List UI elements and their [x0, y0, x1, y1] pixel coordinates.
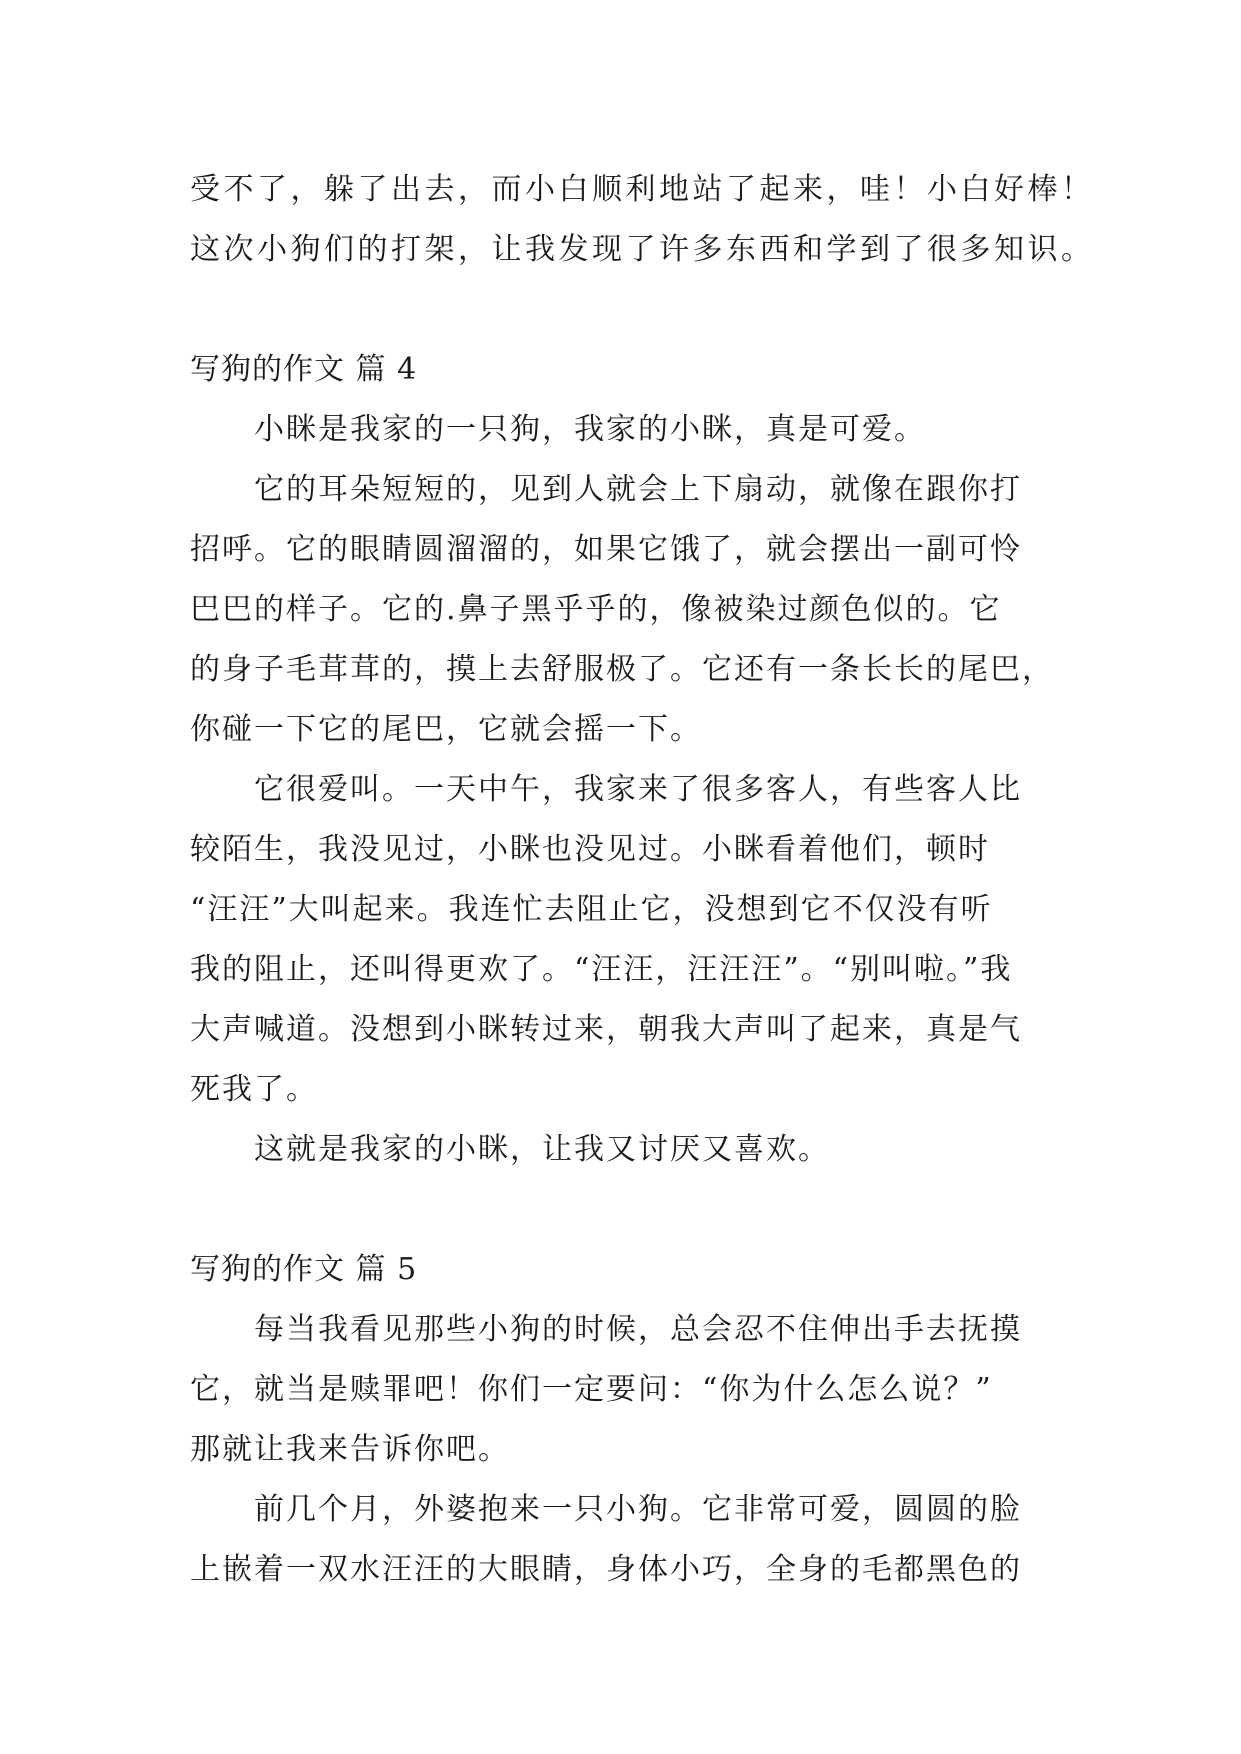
- section-heading: 写狗的作文 篇 5: [190, 1252, 418, 1287]
- paragraph: [190, 460, 1060, 760]
- text-line: 上嵌着一双水汪汪的大眼睛，身体小巧，全身的毛都黑色的: [190, 1552, 1022, 1587]
- text-line: 我的阻止，还叫得更欢了。“汪汪，汪汪汪”。“别叫啦。”我: [190, 952, 1013, 987]
- text-line: 的身子毛茸茸的，摸上去舒服极了。它还有一条长长的尾巴，: [190, 652, 1054, 687]
- text-line: “汪汪”大叫起来。我连忙去阻止它，没想到它不仅没有听: [190, 892, 993, 927]
- text-line: 前几个月，外婆抱来一只小狗。它非常可爱，圆圆的脸: [254, 1492, 1022, 1527]
- intro-paragraph: [190, 160, 1095, 280]
- text-line: 小眯是我家的一只狗，我家的小眯，真是可爱。: [254, 412, 926, 447]
- essay-section-4: [190, 340, 1060, 1180]
- text-line: 它，就当是赎罪吧！你们一定要问：“你为什么怎么说？”: [190, 1372, 993, 1407]
- section-heading: 写狗的作文 篇 4: [190, 352, 418, 387]
- paragraph: [190, 760, 1060, 1120]
- text-line: 这就是我家的小眯，让我又讨厌又喜欢。: [254, 1132, 830, 1167]
- section-gap: [190, 1180, 1060, 1240]
- text-line: 受不了，躲了出去，而小白顺利地站了起来，哇！小白好棒！: [190, 172, 1095, 207]
- text-line: 它很爱叫。一天中午，我家来了很多客人，有些客人比: [254, 772, 1022, 807]
- text-line: 大声喊道。没想到小眯转过来，朝我大声叫了起来，真是气: [190, 1012, 1022, 1047]
- paragraph: [190, 1480, 1060, 1600]
- text-line: 较陌生，我没见过，小眯也没见过。小眯看着他们，顿时: [190, 832, 990, 867]
- text-line: 招呼。它的眼睛圆溜溜的，如果它饿了，就会摆出一副可怜: [190, 532, 1022, 567]
- paragraph: [190, 1300, 1060, 1480]
- paragraph: [190, 400, 1060, 460]
- text-line: 你碰一下它的尾巴，它就会摇一下。: [190, 712, 702, 747]
- document-body: [190, 160, 1095, 1600]
- text-line: 它的耳朵短短的，见到人就会上下扇动，就像在跟你打: [254, 472, 1022, 507]
- text-line: 巴巴的样子。它的.鼻子黑乎乎的，像被染过颜色似的。它: [190, 592, 1002, 627]
- text-line: 每当我看见那些小狗的时候，总会忍不住伸出手去抚摸: [254, 1312, 1022, 1347]
- text-line: 死我了。: [190, 1072, 318, 1107]
- text-line: 那就让我来告诉你吧。: [190, 1432, 510, 1467]
- section-gap: [190, 280, 1060, 340]
- paragraph: [190, 1120, 1060, 1180]
- text-line: 这次小狗们的打架，让我发现了许多东西和学到了很多知识。: [190, 232, 1095, 267]
- essay-section-5: [190, 1240, 1060, 1600]
